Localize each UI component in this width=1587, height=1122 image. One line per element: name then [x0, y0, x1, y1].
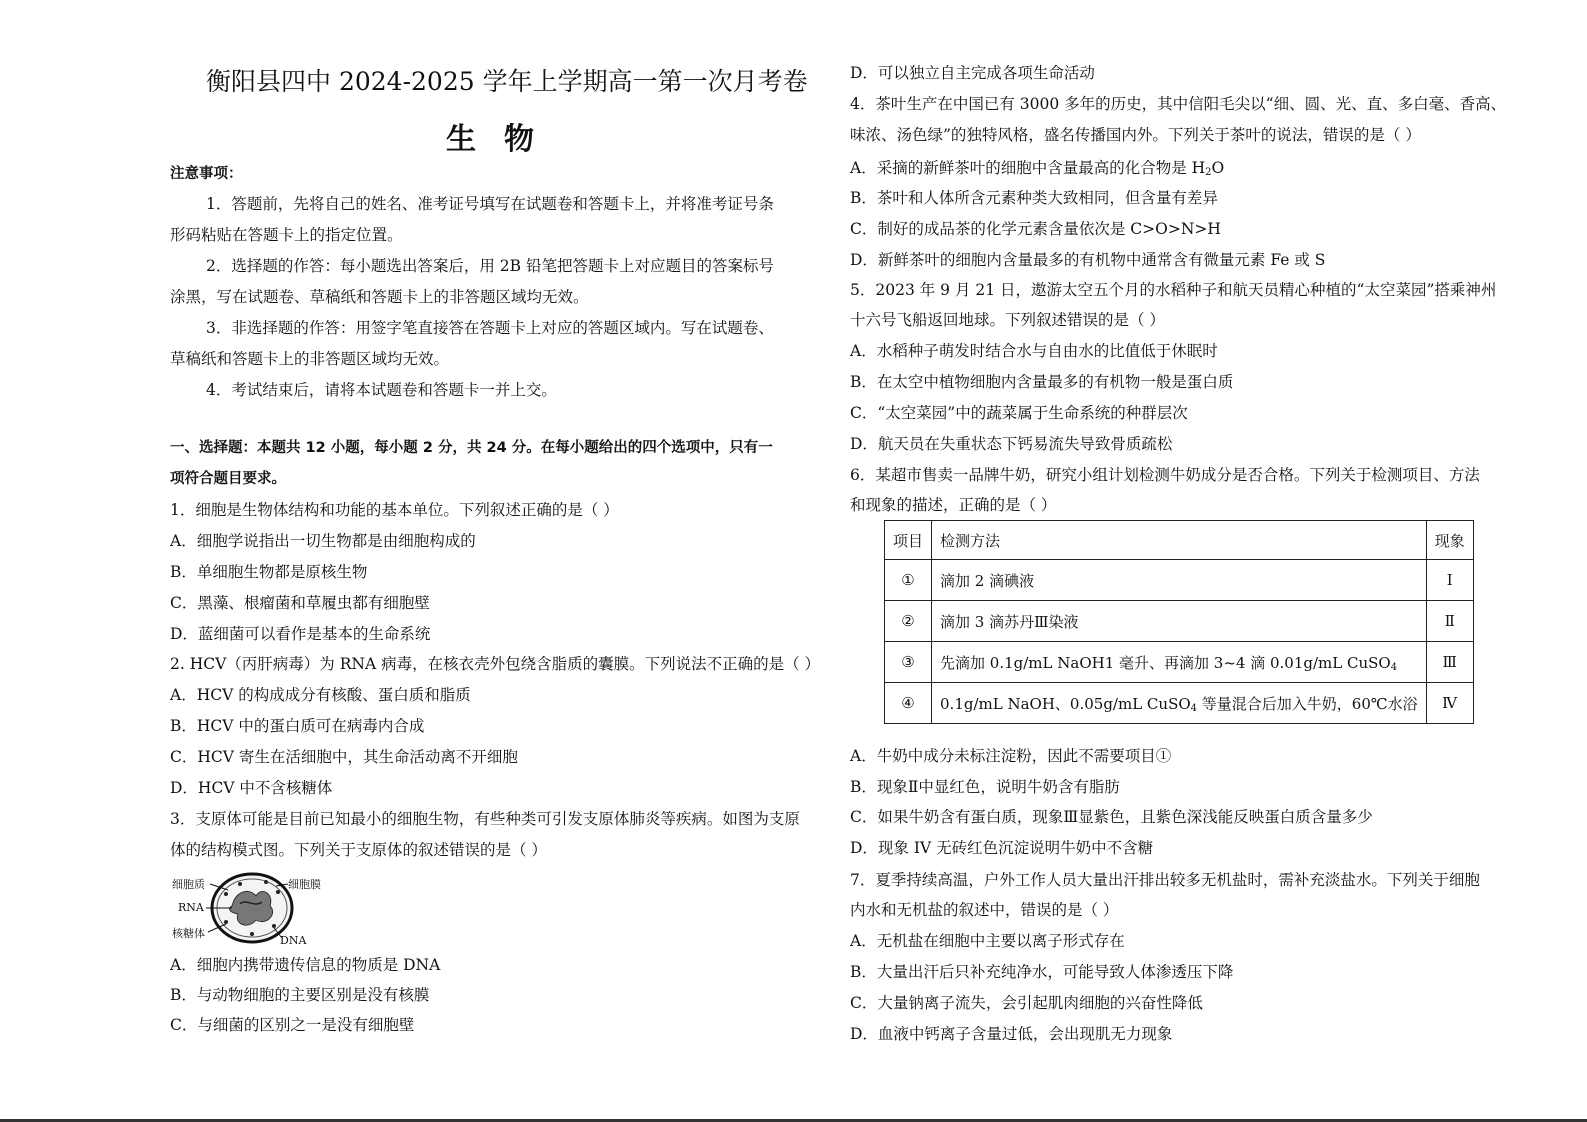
fig-label-rna: RNA: [178, 901, 204, 914]
q3-stem-cont: 体的结构模式图。下列关于支原体的叙述错误的是（ ）: [170, 841, 547, 859]
q7-option-a: A．无机盐在细胞中主要以离子形式存在: [850, 932, 1125, 950]
notice-item-3-cont: 草稿纸和答题卡上的非答题区域均无效。: [170, 350, 450, 368]
section-heading: 一、选择题：本题共 12 小题，每小题 2 分，共 24 分。在每小题给出的四个选项中，只有一: [170, 440, 773, 456]
notice-item-1: 1．答题前，先将自己的姓名、准考证号填写在试题卷和答题卡上，并将准考证号条: [206, 195, 774, 213]
table-row: [885, 683, 1474, 724]
q4-option-a: [850, 158, 1224, 183]
q1-option-b: B．单细胞生物都是原核生物: [170, 563, 368, 581]
q4-option-c: C．制好的成品茶的化学元素含量依次是 C>O>N>H: [850, 220, 1221, 238]
table-cell-method: 滴加 2 滴碘液: [932, 560, 1427, 601]
q6-option-d: D．现象 IV 无砖红色沉淀说明牛奶中不含糖: [850, 839, 1154, 857]
q3-option-d: D．可以独立自主完成各项生命活动: [850, 64, 1095, 82]
q5-option-d: D．航天员在失重状态下钙易流失导致骨质疏松: [850, 435, 1173, 453]
subject-title: 生物: [446, 122, 562, 157]
q1-option-d: D．蓝细菌可以看作是基本的生命系统: [170, 625, 431, 643]
q3-option-b: B．与动物细胞的主要区别是没有核膜: [170, 986, 430, 1004]
fig-label-ribosome: 核糖体: [172, 927, 205, 940]
q4-stem: 4．茶叶生产在中国已有 3000 多年的历史，其中信阳毛尖以“细、圆、光、直、多白毫、香高、: [850, 95, 1507, 113]
q4-option-a-post: O: [1211, 159, 1225, 177]
table-cell-phenomenon: Ⅱ: [1426, 601, 1473, 642]
table-header-row: [885, 521, 1474, 560]
notice-item-1-cont: 形码粘贴在答题卡上的指定位置。: [170, 226, 403, 244]
table-header-method: 检测方法: [932, 521, 1427, 560]
notice-item-2: 2．选择题的作答：每小题选出答案后，用 2B 铅笔把答题卡上对应题目的答案标号: [206, 257, 774, 275]
table-cell-phenomenon: Ⅲ: [1426, 642, 1473, 683]
table-cell-item: ④: [885, 683, 932, 724]
q3-option-a: A．细胞内携带遗传信息的物质是 DNA: [170, 956, 441, 974]
q2-stem: 2. HCV（丙肝病毒）为 RNA 病毒，在核衣壳外包绕含脂质的囊膜。下列说法不正确的是（ ）: [170, 655, 820, 673]
q4-option-d: D．新鲜茶叶的细胞内含量最多的有机物中通常含有微量元素 Fe 或 S: [850, 251, 1326, 269]
table-row: [885, 601, 1474, 642]
notice-heading: 注意事项：: [170, 166, 243, 182]
method-text: 先滴加 0.1g/mL NaOH1 毫升、再滴加 3~4 滴 0.01g/mL CuSO: [940, 653, 1391, 672]
table-cell-phenomenon: Ⅰ: [1426, 560, 1473, 601]
fig-label-dna: DNA: [280, 934, 307, 947]
q5-option-a: A．水稻种子萌发时结合水与自由水的比值低于休眠时: [850, 342, 1218, 360]
table-row: [885, 642, 1474, 683]
q6-stem: 6．某超市售卖一品牌牛奶，研究小组计划检测牛奶成分是否合格。下列关于检测项目、方法: [850, 466, 1480, 484]
mycoplasma-figure: [170, 868, 340, 958]
q6-option-c: C．如果牛奶含有蛋白质，现象Ⅲ显紫色，且紫色深浅能反映蛋白质含量多少: [850, 808, 1373, 826]
fig-label-membrane: 细胞膜: [288, 878, 321, 891]
q6-option-a: A．牛奶中成分未标注淀粉，因此不需要项目①: [850, 747, 1172, 765]
q6-stem-cont: 和现象的描述，正确的是（ ）: [850, 496, 1057, 514]
table-row: [885, 560, 1474, 601]
q2-option-a: A．HCV 的构成成分有核酸、蛋白质和脂质: [170, 686, 471, 704]
section-heading-cont: 项符合题目要求。: [170, 471, 286, 487]
q1-option-c: C．黑藻、根瘤菌和草履虫都有细胞壁: [170, 594, 430, 612]
table-cell-phenomenon: Ⅳ: [1426, 683, 1473, 724]
q6-option-b: B．现象Ⅱ中显红色，说明牛奶含有脂肪: [850, 778, 1120, 796]
method-sub: 4: [1190, 702, 1198, 714]
q7-option-b: B．大量出汗后只补充纯净水，可能导致人体渗透压下降: [850, 963, 1234, 981]
q2-option-c: C．HCV 寄生在活细胞中，其生命活动离不开细胞: [170, 748, 518, 766]
q2-option-b: B．HCV 中的蛋白质可在病毒内合成: [170, 717, 425, 735]
q4-option-b: B．茶叶和人体所含元素种类大致相同，但含量有差异: [850, 189, 1218, 207]
q5-option-c: C．“太空菜园”中的蔬菜属于生命系统的种群层次: [850, 404, 1188, 422]
table-cell-item: ①: [885, 560, 932, 601]
notice-item-2-cont: 涂黑，写在试题卷、草稿纸和答题卡上的非答题区域均无效。: [170, 288, 589, 306]
q3-option-c: C．与细菌的区别之一是没有细胞壁: [170, 1016, 415, 1034]
table-header-item: 项目: [885, 521, 932, 560]
notice-item-4: 4．考试结束后，请将本试题卷和答题卡一并上交。: [206, 381, 557, 399]
table-cell-item: ③: [885, 642, 932, 683]
q1-option-a: A．细胞学说指出一切生物都是由细胞构成的: [170, 532, 476, 550]
method-sub: 4: [1390, 661, 1398, 673]
table-cell-method: 滴加 3 滴苏丹Ⅲ染液: [932, 601, 1427, 642]
q5-option-b: B．在太空中植物细胞内含量最多的有机物一般是蛋白质: [850, 373, 1234, 391]
fig-label-cytoplasm: 细胞质: [172, 878, 205, 891]
notice-item-3: 3．非选择题的作答：用签字笔直接答在答题卡上对应的答题区域内。写在试题卷、: [206, 319, 774, 337]
method-text: 0.1g/mL NaOH、0.05g/mL CuSO: [940, 694, 1191, 713]
q3-stem: 3．支原体可能是目前已知最小的细胞生物，有些种类可引发支原体肺炎等疾病。如图为支原: [170, 810, 800, 828]
q4-option-a-text: A．采摘的新鲜茶叶的细胞中含量最高的化合物是 H: [850, 159, 1206, 177]
q7-option-d: D．血液中钙离子含量过低，会出现肌无力现象: [850, 1025, 1173, 1043]
table-cell-item: ②: [885, 601, 932, 642]
detection-table: [884, 520, 1474, 724]
q4-option-a-sub: 2: [1205, 167, 1212, 178]
method-post: 等量混合后加入牛奶，60℃水浴: [1197, 694, 1418, 713]
q7-option-c: C．大量钠离子流失，会引起肌肉细胞的兴奋性降低: [850, 994, 1203, 1012]
q4-stem-cont: 味浓、汤色绿”的独特风格，盛名传播国内外。下列关于茶叶的说法，错误的是（ ）: [850, 126, 1421, 144]
q7-stem: 7．夏季持续高温，户外工作人员大量出汗排出较多无机盐时，需补充淡盐水。下列关于细胞: [850, 871, 1480, 889]
q5-stem: 5．2023 年 9 月 21 日，遨游太空五个月的水稻种子和航天员精心种植的“太空菜园”搭乘神州: [850, 281, 1497, 299]
table-header-phenomenon: 现象: [1426, 521, 1473, 560]
table-cell-method: [932, 642, 1427, 683]
exam-title: 衡阳县四中 2024-2025 学年上学期高一第一次月考卷: [206, 67, 808, 96]
q7-stem-cont: 内水和无机盐的叙述中，错误的是（ ）: [850, 901, 1119, 919]
q5-stem-cont: 十六号飞船返回地球。下列叙述错误的是（ ）: [850, 311, 1165, 329]
q2-option-d: D．HCV 中不含核糖体: [170, 779, 333, 797]
q1-stem: 1．细胞是生物体结构和功能的基本单位。下列叙述正确的是（ ）: [170, 501, 619, 519]
table-cell-method: [932, 683, 1427, 724]
